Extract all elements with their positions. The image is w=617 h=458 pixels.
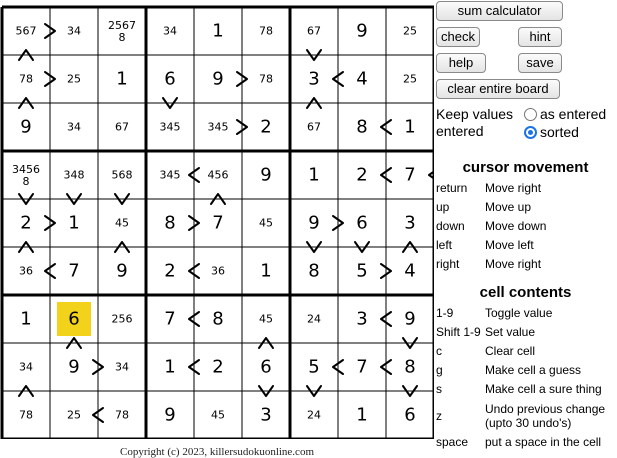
content-key-desc: Undo previous change (upto 30 undo's) (485, 402, 606, 430)
check-button[interactable]: check (436, 27, 480, 47)
cell-value[interactable]: 6 (68, 308, 80, 330)
cell-value[interactable]: 9 (116, 260, 128, 282)
cursor-key-desc: Move up (485, 200, 532, 214)
cell-value[interactable]: 1 (164, 356, 176, 378)
cell-value[interactable]: 1 (404, 116, 416, 138)
as-entered-radio[interactable] (524, 108, 537, 121)
cell-value[interactable]: 8 (308, 260, 320, 282)
cell-candidates[interactable]: 3456 8 (12, 162, 40, 188)
cell-candidates[interactable]: 34 (67, 24, 81, 38)
cell-value[interactable]: 1 (212, 20, 224, 42)
cell-value[interactable]: 9 (308, 212, 320, 234)
cell-value[interactable]: 6 (260, 356, 272, 378)
cell-candidates[interactable]: 34 (67, 120, 81, 134)
content-key-desc: Make cell a guess (485, 363, 582, 377)
cell-candidates[interactable]: 25 (403, 24, 417, 38)
cell-candidates[interactable]: 67 (115, 120, 129, 134)
cursor-movement-heading: cursor movement (462, 159, 589, 176)
cell-candidates[interactable]: 45 (259, 216, 273, 230)
content-key-label: s (436, 382, 442, 396)
cell-value[interactable]: 2 (20, 212, 32, 234)
cursor-key-desc: Move right (485, 257, 542, 271)
cursor-key-label: down (436, 219, 465, 233)
cell-candidates[interactable]: 34 (163, 24, 177, 38)
cell-value[interactable]: 3 (404, 212, 416, 234)
cell-candidates[interactable]: 256 (111, 312, 133, 326)
cell-candidates[interactable]: 25 (403, 72, 417, 86)
cell-value[interactable]: 6 (356, 212, 368, 234)
cell-contents-heading: cell contents (479, 284, 572, 301)
cell-value[interactable]: 1 (68, 212, 80, 234)
content-key-label: c (436, 344, 442, 358)
cell-value[interactable]: 1 (356, 404, 368, 426)
cursor-key-desc: Move down (485, 219, 547, 233)
cell-value[interactable]: 7 (164, 308, 176, 330)
cell-value[interactable]: 3 (356, 308, 368, 330)
cell-value[interactable]: 6 (164, 68, 176, 90)
cell-value[interactable]: 2 (212, 356, 224, 378)
cell-value[interactable]: 1 (308, 164, 320, 186)
cell-candidates[interactable]: 36 (19, 264, 33, 278)
content-key-desc: Make cell a sure thing (485, 382, 602, 396)
cursor-key-label: right (436, 257, 460, 271)
sudoku-board[interactable] (0, 5, 434, 439)
cell-value[interactable]: 8 (164, 212, 176, 234)
cell-value[interactable]: 2 (164, 260, 176, 282)
cell-candidates[interactable]: 25 (67, 72, 81, 86)
cursor-key-desc: Move right (485, 181, 542, 195)
clear-board-button[interactable]: clear entire board (436, 79, 560, 99)
cell-value[interactable]: 8 (404, 356, 416, 378)
cell-candidates[interactable]: 567 (15, 24, 37, 38)
cell-candidates[interactable]: 78 (259, 24, 273, 38)
sorted-radio[interactable] (524, 126, 537, 139)
sorted-label[interactable]: sorted (540, 124, 579, 140)
help-button[interactable]: help (436, 53, 486, 73)
cell-value[interactable]: 9 (164, 404, 176, 426)
copyright-text: Copyright (c) 2023, killersudokuonline.com (120, 446, 314, 458)
content-key-desc: Set value (485, 325, 536, 339)
cell-value[interactable]: 2 (356, 164, 368, 186)
content-key-desc: put a space in the cell (485, 435, 602, 449)
cell-value[interactable]: 9 (68, 356, 80, 378)
content-key-desc: Clear cell (485, 344, 536, 358)
cell-candidates[interactable]: 45 (259, 312, 273, 326)
cell-value[interactable]: 9 (20, 116, 32, 138)
cell-value[interactable]: 7 (356, 356, 368, 378)
as-entered-label[interactable]: as entered (540, 106, 607, 122)
cell-value[interactable]: 7 (404, 164, 416, 186)
cell-candidates[interactable]: 2567 8 (108, 18, 136, 44)
cell-candidates[interactable]: 45 (115, 216, 129, 230)
cell-value[interactable]: 3 (308, 68, 320, 90)
control-panel (434, 0, 617, 458)
cursor-key-label: return (436, 181, 468, 195)
content-key-label: space (436, 435, 469, 449)
cell-candidates[interactable]: 45 (211, 408, 225, 422)
cell-candidates[interactable]: 78 (115, 408, 129, 422)
cell-value[interactable]: 7 (212, 212, 224, 234)
save-button[interactable]: save (518, 53, 562, 73)
cell-value[interactable]: 4 (356, 68, 368, 90)
cursor-key-desc: Move left (485, 238, 534, 252)
keep-values-label: Keep values entered (436, 106, 514, 139)
cell-candidates[interactable]: 24 (307, 408, 321, 422)
cursor-key-label: left (436, 238, 453, 252)
cell-candidates[interactable]: 78 (19, 72, 33, 86)
cell-candidates[interactable]: 34 (19, 360, 33, 374)
cell-value[interactable]: 9 (356, 20, 368, 42)
cell-value[interactable]: 4 (404, 260, 416, 282)
cell-candidates[interactable]: 34 (115, 360, 129, 374)
cell-candidates[interactable]: 78 (259, 72, 273, 86)
cell-candidates[interactable]: 67 (307, 24, 321, 38)
sum-calculator-button[interactable]: sum calculator (436, 1, 563, 21)
cell-candidates[interactable]: 348 (63, 168, 85, 182)
content-key-label: g (436, 363, 443, 377)
content-key-label: 1-9 (436, 306, 454, 320)
cell-candidates[interactable]: 345 (159, 168, 181, 182)
cell-value[interactable]: 8 (212, 308, 224, 330)
cell-value[interactable]: 5 (356, 260, 368, 282)
cell-value[interactable]: 1 (116, 68, 128, 90)
cursor-key-label: up (436, 200, 450, 214)
cell-value[interactable]: 5 (308, 356, 320, 378)
cell-value[interactable]: 2 (260, 116, 272, 138)
hint-button[interactable]: hint (518, 27, 562, 47)
cell-value[interactable]: 7 (68, 260, 80, 282)
cell-candidates[interactable]: 24 (307, 312, 321, 326)
cell-value[interactable]: 1 (20, 308, 32, 330)
cell-value[interactable]: 6 (404, 404, 416, 426)
cell-candidates[interactable]: 67 (307, 120, 321, 134)
cell-candidates[interactable]: 345 (159, 120, 181, 134)
cell-value[interactable]: 8 (356, 116, 368, 138)
cell-value[interactable]: 1 (260, 260, 272, 282)
cell-candidates[interactable]: 25 (67, 408, 81, 422)
cell-value[interactable]: 3 (260, 404, 272, 426)
cell-value[interactable]: 9 (404, 308, 416, 330)
cell-candidates[interactable]: 36 (211, 264, 225, 278)
cell-candidates[interactable]: 78 (19, 408, 33, 422)
content-key-label: Shift 1-9 (436, 325, 481, 339)
content-key-label: z (436, 409, 442, 423)
content-key-desc: Toggle value (485, 306, 553, 320)
cell-value[interactable]: 9 (212, 68, 224, 90)
cell-value[interactable]: 9 (260, 164, 272, 186)
cell-candidates[interactable]: 345 (207, 120, 229, 134)
cell-candidates[interactable]: 456 (207, 168, 229, 182)
cell-candidates[interactable]: 568 (111, 168, 133, 182)
